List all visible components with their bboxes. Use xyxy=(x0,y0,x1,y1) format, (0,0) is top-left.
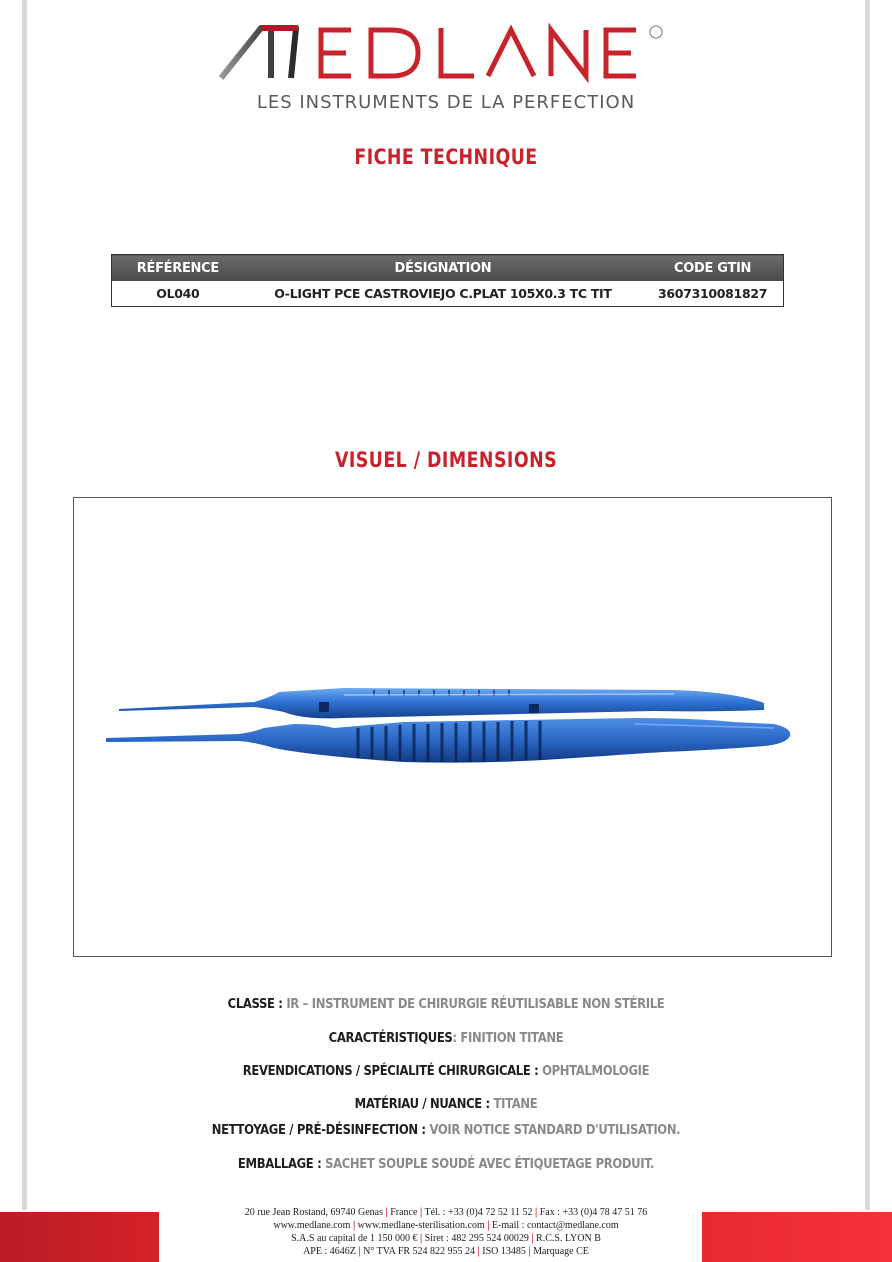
footer-tel: Tél. : +33 (0)4 72 52 11 52 xyxy=(424,1207,533,1218)
spec-label: MATÉRIAU / NUANCE : xyxy=(354,1096,490,1112)
spec-revendications xyxy=(62,1063,829,1079)
cell-designation: O-LIGHT PCE CASTROVIEJO C.PLAT 105X0.3 TC TIT xyxy=(274,286,612,301)
spec-caracteristiques xyxy=(62,1030,829,1046)
footer-ce: Marquage CE xyxy=(533,1246,589,1257)
spec-classe xyxy=(62,996,829,1012)
left-page-rule xyxy=(22,0,27,1210)
reference-table xyxy=(111,254,784,307)
visuel-dimensions-title: VISUEL / DIMENSIONS xyxy=(334,448,558,472)
spec-value: : FINITION TITANE xyxy=(452,1030,564,1046)
cell-gtin: 3607310081827 xyxy=(657,286,768,301)
footer-capital: S.A.S au capital de 1 150 000 € xyxy=(291,1233,418,1244)
forceps-image xyxy=(74,498,831,956)
fiche-technique-title: FICHE TECHNIQUE xyxy=(354,145,538,169)
spec-label: REVENDICATIONS / SPÉCIALITÉ CHIRURGICALE : xyxy=(242,1063,539,1079)
footer-line-3: S.A.S au capital de 1 150 000 € | Siret : 482 295 524 00029 | R.C.S. LYON B xyxy=(291,1233,601,1244)
company-footer xyxy=(0,1206,892,1258)
spec-value: OPHTALMOLOGIE xyxy=(542,1063,650,1079)
table-header-row xyxy=(112,255,784,282)
table-row xyxy=(112,281,784,307)
footer-tva: N° TVA FR 524 822 955 24 xyxy=(363,1246,476,1257)
footer-line-1: 20 rue Jean Rostand, 69740 Genas | France | Tél. : +33 (0)4 72 52 11 52 | Fax : +33 (0)4 78 47 51 76 xyxy=(244,1207,648,1218)
footer-web1[interactable]: www.medlane.com xyxy=(273,1220,351,1231)
spec-label: NETTOYAGE / PRÉ-DÉSINFECTION : xyxy=(211,1122,426,1138)
product-visual-frame xyxy=(73,497,832,957)
col-header-designation: DÉSIGNATION xyxy=(244,255,642,282)
footer-iso: ISO 13485 xyxy=(482,1246,526,1257)
footer-line-4: APE : 4646Z | N° TVA FR 524 822 955 24 | ISO 13485 | Marquage CE xyxy=(303,1246,589,1257)
spec-label: CLASSE : xyxy=(227,996,283,1012)
spec-nettoyage xyxy=(62,1122,829,1138)
spec-label: EMBALLAGE : xyxy=(237,1156,322,1172)
spec-value: SACHET SOUPLE SOUDÉ AVEC ÉTIQUETAGE PRODUIT. xyxy=(325,1156,655,1172)
footer-country: France xyxy=(390,1207,418,1218)
footer-fax: Fax : +33 (0)4 78 47 51 76 xyxy=(539,1207,648,1218)
brand-tagline: LES INSTRUMENTS DE LA PERFECTION xyxy=(256,92,636,113)
footer-ape: APE : 4646Z xyxy=(303,1246,356,1257)
col-header-reference: RÉFÉRENCE xyxy=(112,255,244,282)
footer-line-2: www.medlane.com | www.medlane-sterilisation.com | E-mail : contact@medlane.com xyxy=(273,1220,619,1231)
spec-value: VOIR NOTICE STANDARD D'UTILISATION. xyxy=(429,1122,681,1138)
footer-email[interactable]: E-mail : contact@medlane.com xyxy=(491,1220,619,1231)
cell-reference: OL040 xyxy=(156,286,200,301)
spec-value: IR – INSTRUMENT DE CHIRURGIE RÉUTILISABLE NON STÉRILE xyxy=(286,996,665,1012)
footer-address: 20 rue Jean Rostand, 69740 Genas xyxy=(244,1207,384,1218)
footer-rcs: R.C.S. LYON B xyxy=(536,1233,601,1244)
spec-value: TITANE xyxy=(493,1096,538,1112)
spec-label: CARACTÉRISTIQUES xyxy=(328,1030,453,1046)
spec-materiau xyxy=(62,1096,829,1112)
footer-web2[interactable]: www.medlane-sterilisation.com xyxy=(357,1220,485,1231)
spec-emballage xyxy=(62,1156,829,1172)
col-header-gtin: CODE GTIN xyxy=(642,255,783,282)
right-page-rule xyxy=(865,0,870,1210)
footer-siret: Siret : 482 295 524 00029 xyxy=(424,1233,529,1244)
